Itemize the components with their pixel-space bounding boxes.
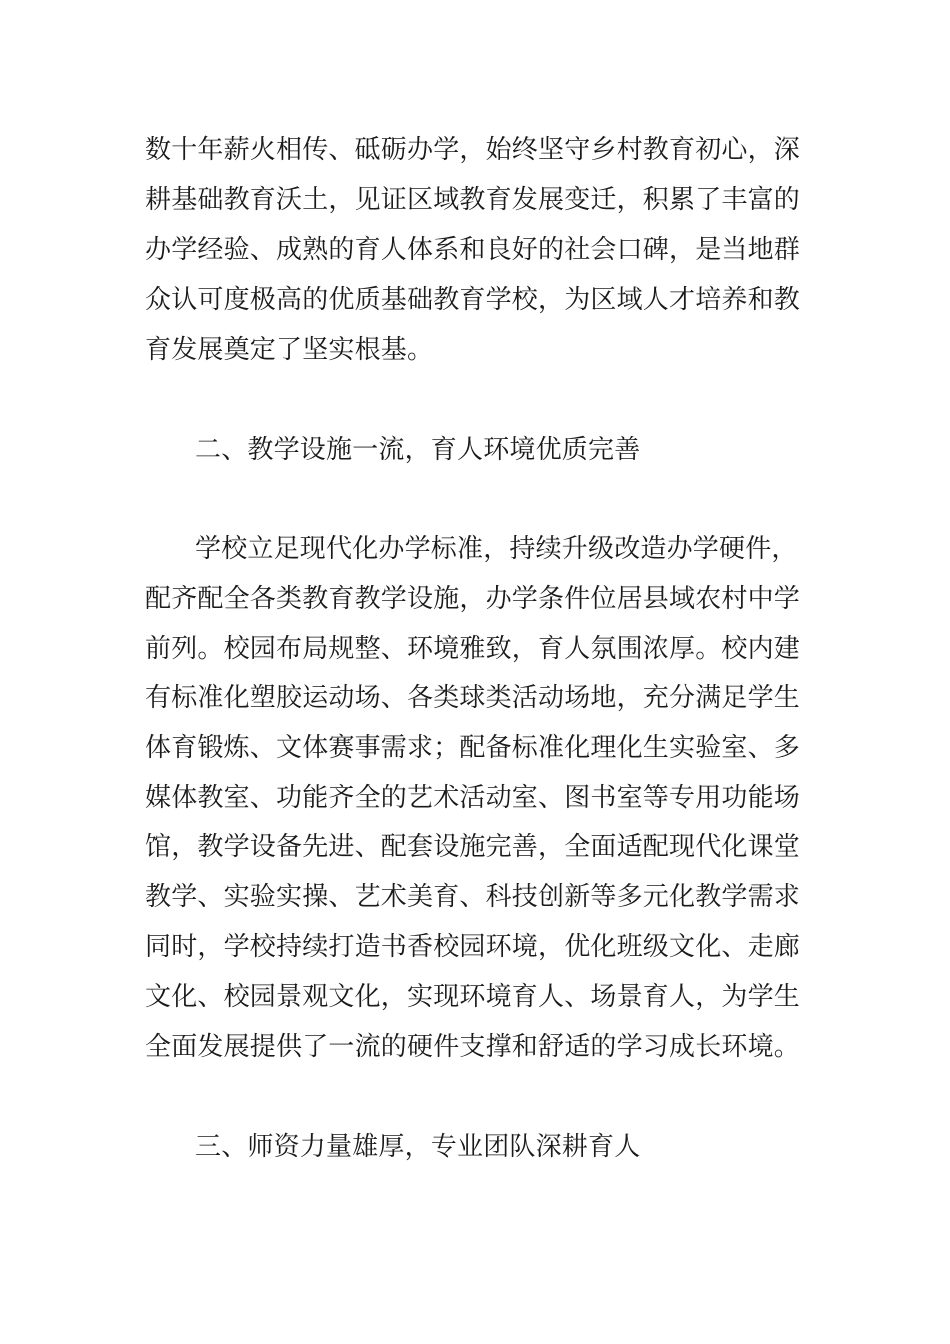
paragraph-line: 配齐配全各类教育教学设施，办学条件位居县域农村中学: [145, 584, 801, 614]
paragraph-line: 育发展奠定了坚实根基。: [145, 335, 434, 365]
paragraph-line: 全面发展提供了一流的硬件支撑和舒适的学习成长环境。: [145, 1032, 801, 1062]
paragraph-line: 媒体教室、功能齐全的艺术活动室、图书室等专用功能场: [145, 783, 801, 813]
paragraph-line: 耕基础教育沃土，见证区域教育发展变迁，积累了丰富的: [145, 185, 801, 215]
paragraph-line: 馆，教学设备先进、配套设施完善，全面适配现代化课堂: [145, 832, 801, 862]
paragraph-line: 教学、实验实操、艺术美育、科技创新等多元化教学需求: [145, 882, 801, 912]
paragraph-line: 办学经验、成熟的育人体系和良好的社会口碑，是当地群: [145, 235, 801, 265]
section-heading: 三、师资力量雄厚，专业团队深耕育人: [195, 1132, 641, 1162]
section-heading: 二、教学设施一流，育人环境优质完善: [195, 435, 641, 465]
paragraph-line: 学校立足现代化办学标准，持续升级改造办学硬件，: [195, 534, 798, 564]
paragraph-line: 众认可度极高的优质基础教育学校，为区域人才培养和教: [145, 285, 801, 315]
paragraph-line: 前列。校园布局规整、环境雅致，育人氛围浓厚。校内建: [145, 634, 801, 664]
paragraph-line: 数十年薪火相传、砥砺办学，始终坚守乡村教育初心，深: [145, 135, 801, 165]
paragraph-line: 有标准化塑胶运动场、各类球类活动场地，充分满足学生: [145, 683, 801, 713]
paragraph-line: 同时，学校持续打造书香校园环境，优化班级文化、走廊: [145, 932, 801, 962]
paragraph-line: 体育锻炼、文体赛事需求；配备标准化理化生实验室、多: [145, 733, 801, 763]
paragraph-line: 文化、校园景观文化，实现环境育人、场景育人，为学生: [145, 982, 801, 1012]
